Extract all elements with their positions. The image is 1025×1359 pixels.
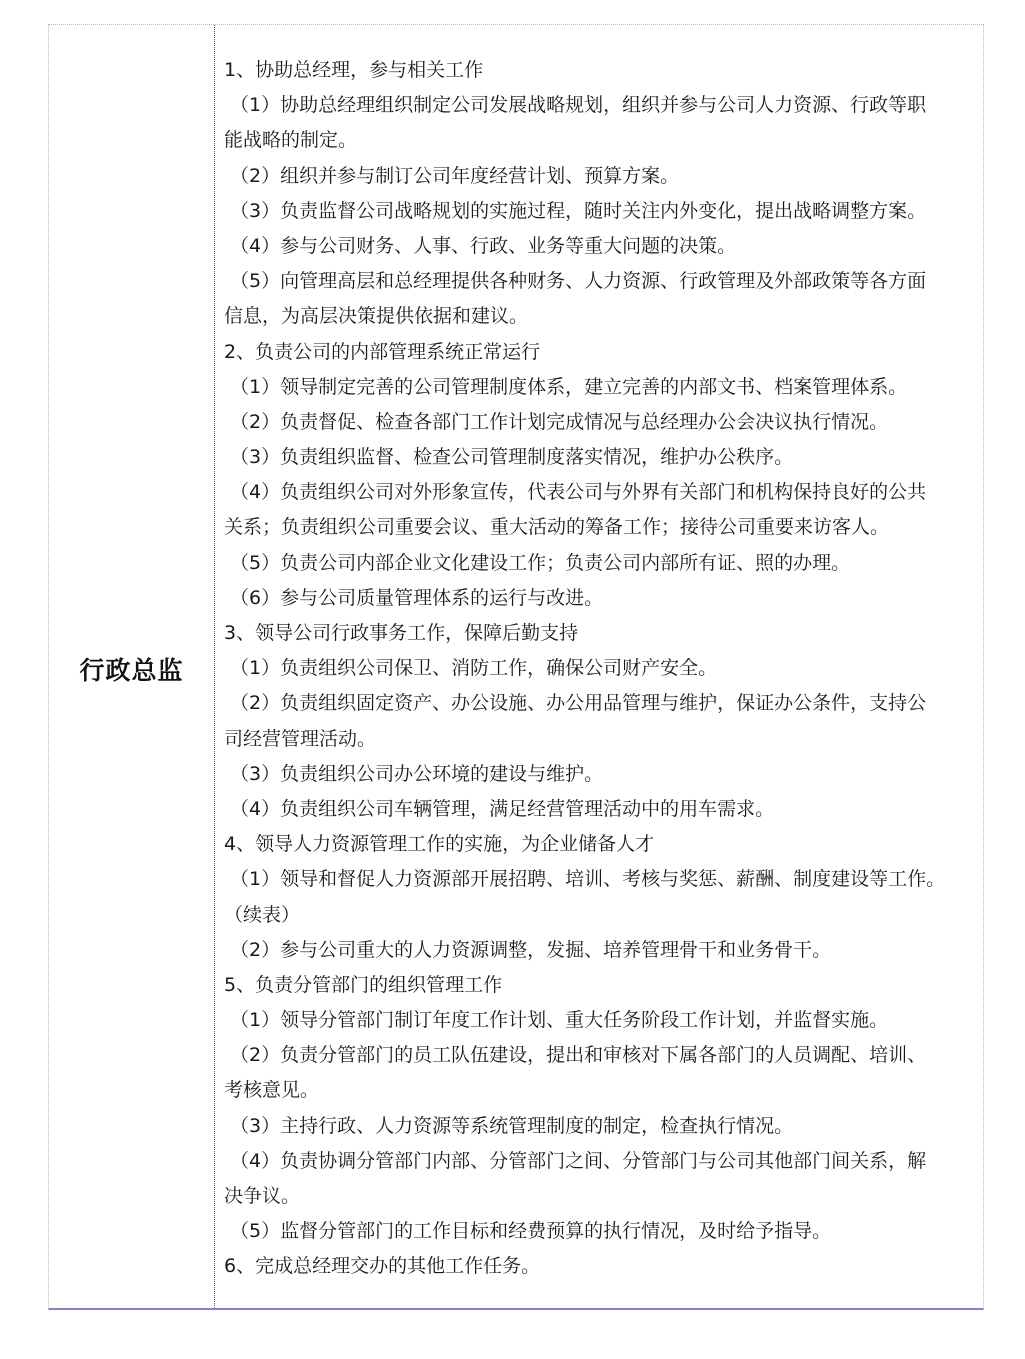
duty-line-5: （3）负责监督公司战略规划的实施过程，随时关注内外变化，提出战略调整方案。 [230,199,927,222]
duty-line-30: 考核意见。 [224,1079,320,1102]
duty-line-32: （4）负责协调分管部门内部、分管部门之间、分管部门与公司其他部门间关系，解 [230,1149,927,1172]
duty-line-12: （3）负责组织监督、检查公司管理制度落实情况，维护办公秩序。 [230,446,794,469]
duty-line-24: （1）领导和督促人力资源部开展招聘、培训、考核与奖惩、薪酬、制度建设等工作。 [230,868,946,891]
duty-line-15: （5）负责公司内部企业文化建设工作；负责公司内部所有证、照的办理。 [230,551,851,574]
duty-line-35: 6、完成总经理交办的其他工作任务。 [224,1255,541,1278]
duty-line-20: 司经营管理活动。 [224,727,377,750]
duty-line-25: （续表） [224,903,301,926]
duty-line-11: （2）负责督促、检查各部门工作计划完成情况与总经理办公会决议执行情况。 [230,410,889,433]
duty-line-21: （3）负责组织公司办公环境的建设与维护。 [230,762,604,785]
duty-line-1: 1、协助总经理，参与相关工作 [224,59,484,81]
duty-line-26: （2）参与公司重大的人力资源调整，发掘、培养管理骨干和业务骨干。 [230,938,832,961]
duty-line-10: （1）领导制定完善的公司管理制度体系，建立完善的内部文书、档案管理体系。 [230,375,908,398]
duty-table [48,24,984,1310]
duty-line-27: 5、负责分管部门的组织管理工作 [224,973,503,996]
duty-line-17: 3、领导公司行政事务工作，保障后勤支持 [224,622,579,644]
duty-line-31: （3）主持行政、人力资源等系统管理制度的制定，检查执行情况。 [230,1114,794,1137]
duty-line-23: 4、领导人力资源管理工作的实施，为企业储备人才 [224,833,655,856]
duty-line-19: （2）负责组织固定资产、办公设施、办公用品管理与维护，保证办公条件，支持公 [230,692,927,715]
duty-line-34: （5）监督分管部门的工作目标和经费预算的执行情况，及时给予指导。 [230,1220,832,1243]
duty-line-7: （5）向管理高层和总经理提供各种财务、人力资源、行政管理及外部政策等各方面 [230,270,927,293]
duty-line-28: （1）领导分管部门制订年度工作计划、重大任务阶段工作计划，并监督实施。 [230,1009,889,1032]
duty-line-2: （1）协助总经理组织制定公司发展战略规划，组织并参与公司人力资源、行政等职 [230,94,927,117]
position-title-cell [49,25,215,1308]
duty-line-22: （4）负责组织公司车辆管理，满足经营管理活动中的用车需求。 [230,797,775,820]
duty-line-3: 能战略的制定。 [224,129,358,152]
duty-line-4: （2）组织并参与制订公司年度经营计划、预算方案。 [230,164,680,187]
duty-line-29: （2）负责分管部门的员工队伍建设，提出和审核对下属各部门的人员调配、培训、 [230,1044,927,1067]
duty-line-14: 关系；负责组织公司重要会议、重大活动的筹备工作；接待公司重要来访客人。 [224,516,890,539]
duty-line-33: 决争议。 [224,1185,301,1207]
duties-cell [215,25,983,1308]
duty-line-18: （1）负责组织公司保卫、消防工作，确保公司财产安全。 [230,657,718,680]
duty-line-8: 信息，为高层决策提供依据和建议。 [224,305,529,328]
duty-line-6: （4）参与公司财务、人事、行政、业务等重大问题的决策。 [230,234,737,257]
position-title: 行政总监 [79,655,184,685]
duty-line-16: （6）参与公司质量管理体系的运行与改进。 [230,586,604,609]
duty-line-13: （4）负责组织公司对外形象宣传，代表公司与外界有关部门和机构保持良好的公共 [230,481,927,504]
duty-line-9: 2、负责公司的内部管理系统正常运行 [224,340,541,363]
